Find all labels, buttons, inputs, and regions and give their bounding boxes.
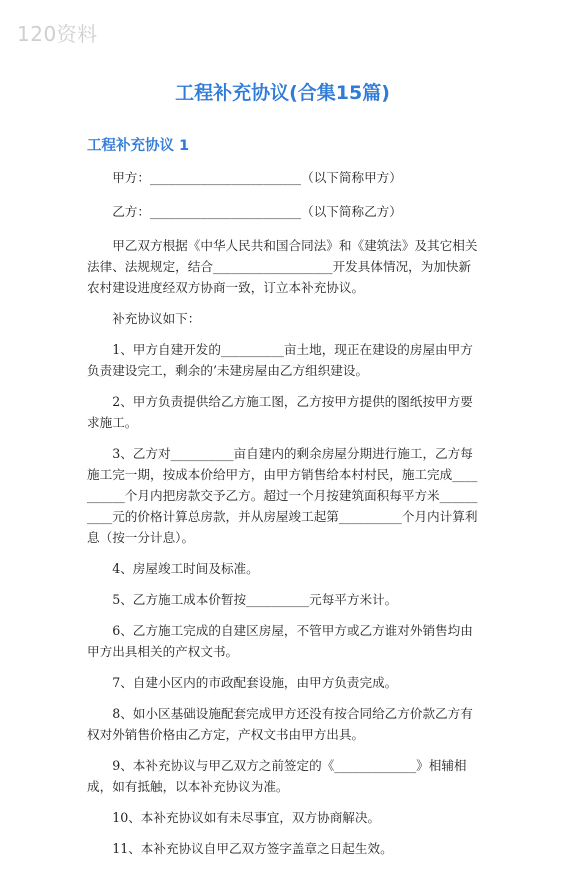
clause-6: 6、乙方施工完成的自建区房屋，不管甲方或乙方谁对外销售均由甲方出具相关的产权文书。	[87, 623, 473, 659]
section-title: 工程补充协议 1	[87, 138, 190, 154]
clause-8: 8、如小区基础设施配套完成甲方还没有按合同给乙方价款乙方有权对外销售价格由乙方定，产权文书由甲方出具。	[87, 706, 473, 742]
clause-11: 11、本补充协议自甲乙双方签字盖章之日起生效。	[112, 841, 393, 856]
document-title: 工程补充协议(合集15篇)	[175, 82, 390, 104]
clause-3: 3、乙方对__________亩自建内的剩余房屋分期进行施工，乙方每施工完一期，按成本价给甲方，由甲方销售给本村村民，施工完成__________个月内把房款交予乙方。超过一个月按建筑面积每平方米__________元的价格计算总房款，并从房屋竣工起第__________个月内计算利息（按一分计息）。	[87, 446, 478, 545]
watermark: 120资料	[17, 22, 98, 46]
clause-2: 2、甲方负责提供给乙方施工图，乙方按甲方提供的图纸按甲方要求施工。	[87, 394, 473, 430]
clause-4: 4、房屋竣工时间及标准。	[112, 561, 259, 576]
clauses-intro: 补充协议如下：	[112, 311, 201, 326]
preamble-paragraph: 甲乙双方根据《中华人民共和国合同法》和《建筑法》及其它相关法律、法规规定，结合___________________开发具体情况，为加快新农村建设进度经双方协商一致，订立本补充协议。	[87, 238, 478, 295]
clause-10: 10、本补充协议如有未尽事宜，双方协商解决。	[112, 810, 381, 825]
clause-1: 1、甲方自建开发的__________亩土地，现正在建设的房屋由甲方负责建设完工，剩余的’未建房屋由乙方组织建设。	[87, 342, 473, 378]
clause-5: 5、乙方施工成本价暂按__________元每平方米计。	[112, 592, 398, 607]
agreement-body	[87, 167, 479, 869]
clause-7: 7、自建小区内的市政配套设施，由甲方负责完成。	[112, 675, 398, 690]
clause-9: 9、本补充协议与甲乙双方之前签定的《_____________》相辅相成，如有抵触，以本补充协议为准。	[87, 758, 467, 794]
party-a-line: 甲方：________________________（以下简称甲方）	[112, 170, 402, 185]
party-b-line: 乙方：________________________（以下简称乙方）	[112, 204, 402, 219]
